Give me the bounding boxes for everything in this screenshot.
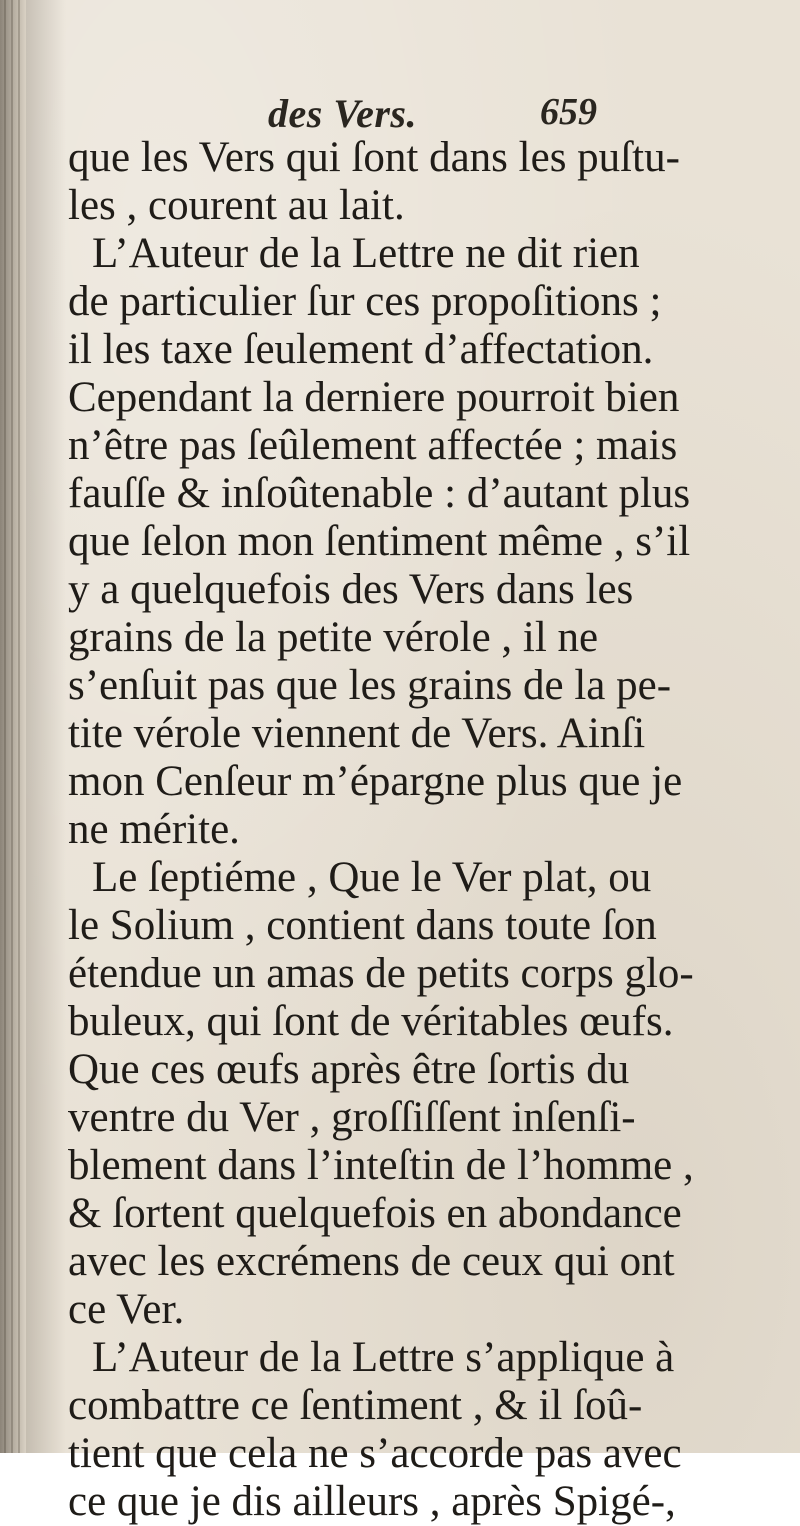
text-line: y a quelquefois des Vers dans les <box>68 566 634 613</box>
text-line: grains de la petite vérole , il ne <box>68 614 599 661</box>
text-line: L’Auteur de la Lettre s’applique à <box>92 1334 675 1381</box>
text-line: s’enſuit pas que les grains de la pe- <box>68 662 672 709</box>
text-line: il les taxe ſeulement d’affectation. <box>68 326 654 373</box>
text-line: n’être pas ſeûlement affectée ; mais <box>68 422 678 469</box>
text-line: que les Vers qui ſont dans les puſtu- <box>68 134 680 181</box>
text-line: Le ſeptiéme , Que le Ver plat, ou <box>92 854 652 901</box>
running-head-title: des Vers. <box>268 91 417 136</box>
body-text <box>68 134 708 1526</box>
text-line: tite vérole viennent de Vers. Ainſi <box>68 710 646 757</box>
text-line: Que ces œufs après être ſortis du <box>68 1046 630 1093</box>
text-line: le Solium , contient dans toute ſon <box>68 902 657 949</box>
text-line: & ſortent quelquefois en abondance <box>68 1190 682 1237</box>
text-line: avec les excrémens de ceux qui ont <box>68 1238 675 1285</box>
page-edge-line <box>11 0 13 1453</box>
text-line: combattre ce ſentiment , & il ſoû- <box>68 1382 643 1429</box>
text-line: mon Cenſeur m’épargne plus que je <box>68 758 683 805</box>
text-line: que ſelon mon ſentiment même , s’il <box>68 518 691 565</box>
page-number: 659 <box>540 91 597 133</box>
text-line: buleux, qui ſont de véritables œufs. <box>68 998 674 1045</box>
text-line: Cependant la derniere pourroit bien <box>68 374 680 421</box>
text-line: L’Auteur de la Lettre ne dit rien <box>92 230 640 277</box>
text-line: blement dans l’inteſtin de l’homme , <box>68 1142 694 1189</box>
running-head <box>0 90 800 140</box>
text-line: ne mérite. <box>68 806 240 853</box>
text-line: étendue un amas de petits corps glo- <box>68 950 694 997</box>
gutter-shadow <box>26 0 66 1453</box>
text-line: tient que cela ne s’accorde pas avec <box>68 1430 682 1477</box>
text-line: ce que je dis ailleurs , après Spigé-, <box>68 1478 676 1525</box>
text-line: les , courent au lait. <box>68 182 405 229</box>
text-line: de particulier ſur ces propoſitions ; <box>68 278 662 325</box>
text-line: ventre du Ver , groſſiſſent inſenſi- <box>68 1094 636 1141</box>
text-line: fauſſe & inſoûtenable : d’autant plus <box>68 470 691 517</box>
page-edge-line <box>4 0 6 1453</box>
text-line: ce Ver. <box>68 1286 185 1333</box>
page-edge-line <box>18 0 20 1453</box>
page-edge-stack <box>0 0 26 1453</box>
